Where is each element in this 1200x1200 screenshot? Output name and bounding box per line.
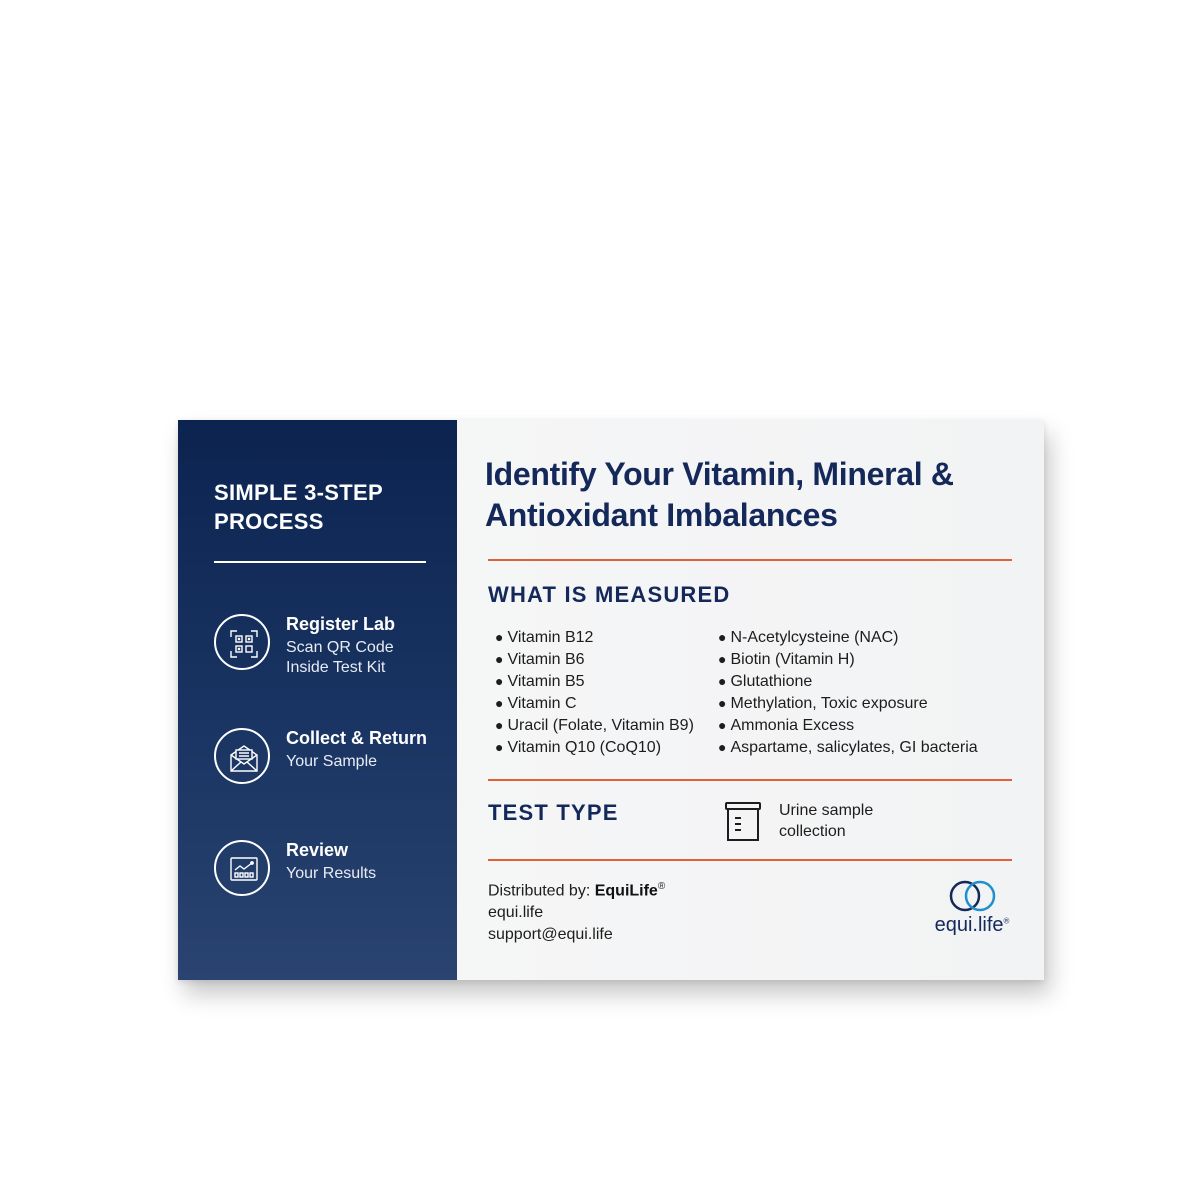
measured-list-right [718, 626, 978, 758]
test-type-description [779, 800, 899, 842]
list-item: ● Ammonia Excess [718, 717, 855, 734]
distributor-label: Distributed by: [488, 882, 591, 900]
list-item: ● Biotin (Vitamin H) [718, 651, 855, 668]
step-title: Collect & Return [286, 728, 428, 748]
distributor-info [488, 876, 665, 946]
step-subtitle [286, 638, 394, 678]
list-item: ● Vitamin B6 [495, 651, 585, 668]
details-panel [457, 420, 1044, 980]
list-item: ● Methylation, Toxic exposure [718, 695, 928, 712]
step-subtitle [286, 864, 376, 884]
test-type-line: Urine sample [779, 802, 874, 819]
distributor-name: EquiLife [594, 882, 658, 900]
process-panel [178, 420, 457, 980]
process-divider [214, 561, 426, 563]
product-card [178, 420, 1044, 980]
divider [488, 779, 1012, 781]
measured-list-left [495, 626, 694, 758]
website-text: equi.life [488, 904, 544, 922]
step-subtitle-line: Your Results [286, 865, 377, 882]
step-title: Review [286, 840, 349, 860]
results-chart-icon [214, 840, 270, 896]
logo-wordmark: equi.life® [934, 914, 1010, 936]
measured-title: WHAT IS MEASURED [488, 582, 731, 607]
step-collect-return [214, 728, 454, 792]
step-register-lab [214, 614, 454, 678]
step-title: Register Lab [286, 614, 396, 634]
test-type-title: TEST TYPE [488, 800, 619, 825]
qr-code-icon [214, 614, 270, 670]
list-item: ● Vitamin C [495, 695, 577, 712]
test-type-line: collection [779, 823, 846, 840]
process-title: SIMPLE 3-STEP PROCESS [214, 480, 383, 534]
step-subtitle-line: Inside Test Kit [286, 659, 386, 676]
step-subtitle [286, 752, 377, 772]
divider [488, 559, 1012, 561]
headline: Identify Your Vitamin, Mineral & Antioxidant Imbalances [485, 456, 954, 533]
distributor-line [488, 876, 665, 902]
step-subtitle-line: Scan QR Code [286, 639, 394, 656]
envelope-icon [214, 728, 270, 784]
list-item: ● Vitamin Q10 (CoQ10) [495, 739, 662, 756]
equilife-logo [927, 876, 1017, 940]
list-item: ● Aspartame, salicylates, GI bacteria [718, 739, 978, 756]
list-item: ● Vitamin B12 [495, 629, 594, 646]
list-item: ● Vitamin B5 [495, 673, 585, 690]
list-item: ● N-Acetylcysteine (NAC) [718, 629, 899, 646]
list-item: ● Uracil (Folate, Vitamin B9) [495, 717, 694, 734]
sample-cup-icon [725, 802, 761, 847]
step-review [214, 840, 454, 904]
list-item: ● Glutathione [718, 673, 813, 690]
step-subtitle-line: Your Sample [286, 753, 378, 770]
support-email: support@equi.life [488, 926, 613, 944]
registered-mark: ® [657, 881, 666, 892]
divider [488, 859, 1012, 861]
